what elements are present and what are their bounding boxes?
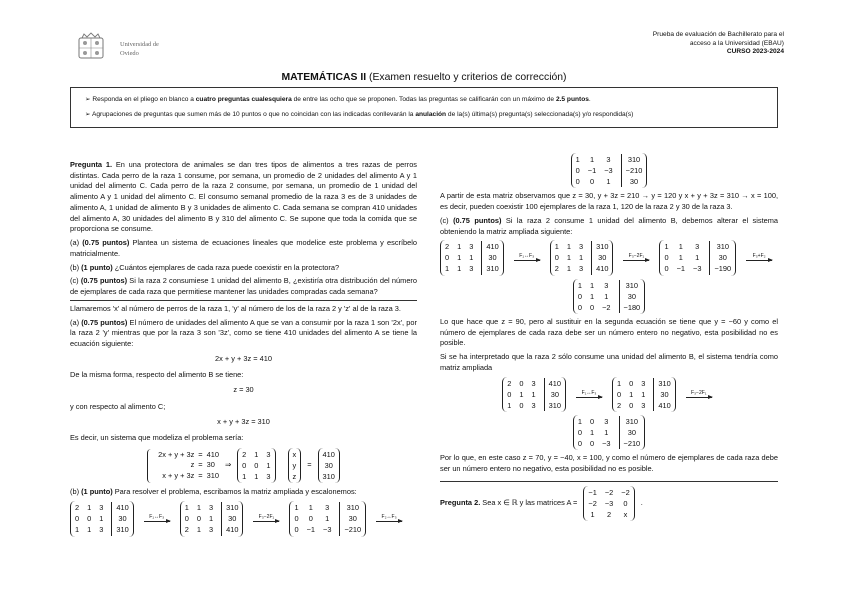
matrix-entry: 1 [566,264,571,274]
augmented-matrix [440,240,504,275]
exam-name-line2: acceso a la Universidad (EBAU) [689,39,784,47]
augmented-matrix [550,240,614,275]
row-operation-arrow: F₃−2F₁ [253,515,279,522]
row-operation-arrow: F₁↔F₃ [144,515,170,522]
coefficient-matrix [237,448,275,483]
matrix-entry: 0 [629,378,634,388]
matrix-entry: 0 [589,177,595,187]
matrix-entry: 30 [339,513,361,524]
matrix-entry: 1 [469,253,474,263]
left-column [70,160,417,540]
augmented-matrix [573,279,645,314]
matrix-entry: 30 [621,176,643,187]
matrix-entry: −1 [588,487,597,497]
matrix-entry: −2 [604,487,614,497]
university-logo [76,32,166,64]
matrix-entry: 310 [322,472,335,482]
matrix-entry: 0 [184,514,189,524]
text-food-b: De la misma forma, respecto del alimento B se tiene: [70,370,244,380]
matrix-entry: 3 [469,242,474,252]
matrix-entry: 410 [206,449,219,459]
matrix-entry: z [190,460,195,470]
matrix-entry: 0 [196,514,201,524]
matrix-entry: 1 [589,291,595,301]
matrix-entry: 1 [208,514,214,524]
matrix-entry: 30 [481,252,498,263]
matrix-entry: 0 [519,400,524,410]
matrix-entry: 310 [709,241,731,252]
matrix-entry: 0 [294,525,299,535]
matrix-entry: 3 [208,525,214,535]
system-brace [147,449,152,483]
matrix-entry: = [198,449,203,459]
matrix-entry: 1 [695,253,700,263]
matrix-entry: 1 [578,253,584,263]
matrix-entry: 1 [641,389,646,399]
matrix-entry: 1 [325,514,330,524]
equals-sign: = [307,460,312,470]
matrix-entry: 310 [206,471,219,481]
matrix-entry: 3 [606,155,611,164]
matrix-entry: 2 [554,264,559,274]
matrix-entry: = [198,471,203,481]
constants-vector [318,448,340,483]
matrix-entry: 2 [617,400,622,410]
matrix-entry: 3 [578,242,584,252]
matrix-entry: 0 [507,389,512,399]
matrix-entry: 1 [445,264,450,274]
matrix-entry: 30 [544,389,561,400]
matrix-entry: 1 [196,525,201,535]
matrix-entry: 0 [519,378,524,388]
matrix-entry: 30 [709,252,731,263]
echelon-matrix [571,153,648,188]
matrix-entry: 1 [266,461,271,471]
matrix-entry: 310 [621,154,643,165]
row-operation-arrow: F₃−2F₁ [623,254,649,261]
solution-a: (a) (0.75 puntos) El número de unidades del alimento A que se van a consumir por la raza 1 son '2x', por la raza 2 'y' mientras que por la raza 3 son '3z', como se tiene 410 unidades del alimento A se tiene la ecuación siguiente: [70,317,417,349]
matrix-entry: 1 [664,242,669,252]
instructions-box [70,87,778,128]
row-operation-arrow: F₃+F₂ [746,254,772,261]
matrix-entry: −2 [602,302,611,312]
matrix-entry: 1 [589,280,595,290]
equation-system [158,450,219,482]
row-operation-arrow: F₃−2F₁ [686,391,712,398]
matrix-entry: 0 [242,461,247,471]
matrix-entry: 0 [664,253,669,263]
matrix-entry: 0 [577,439,582,449]
augmented-matrix [659,240,736,275]
matrix-entry: 2 [184,525,189,535]
matrix-entry: −3 [323,525,332,535]
matrix-entry: 1 [604,428,609,438]
solution-b: (b) (1 punto) Para resolver el problema, escribamos la matriz ampliada y escalonemos: [70,487,357,497]
matrix-entry: 0 [294,514,299,524]
matrix-entry: 1 [577,416,582,426]
matrix-entry: −3 [693,264,702,274]
matrix-entry: 2 [242,450,247,460]
matrix-entry: 1 [575,155,580,164]
matrix-entry: 3 [266,472,271,482]
matrix-entry: 310 [619,280,641,291]
matrix-entry: 0 [87,514,92,524]
matrix-entry: 1 [87,503,92,513]
matrix-entry: −3 [604,166,613,176]
matrix-entry: −3 [602,439,611,449]
augmented-matrix [612,377,676,412]
matrix-entry: 3 [695,242,700,252]
matrix-entry: 410 [481,241,498,252]
matrix-entry: 0 [254,461,259,471]
equation-a: 2x + y + 3z = 410 [215,353,272,363]
exam-header [564,31,784,57]
matrix-entry: 30 [324,461,333,471]
matrix-entry: 1 [589,428,595,438]
matrix-entry: 30 [111,513,128,524]
matrix-entry: 1 [589,155,595,164]
matrix-entry: 410 [322,450,335,460]
row-reduction-b [70,501,417,536]
matrix-entry: 1 [87,525,92,535]
equation-b: z = 30 [233,385,254,395]
matrix-entry: 0 [75,514,80,524]
page-title: MATEMÁTICAS II (Examen resuelto y criterios de corrección) [281,72,567,83]
matrix-entry: 1 [531,389,536,399]
augmented-matrix [502,377,566,412]
matrix-entry: 1 [75,525,80,535]
matrix-entry: 0 [664,264,669,274]
matrix-entry: 1 [577,280,582,290]
augmented-matrix [573,415,645,450]
matrix-entry: 1 [457,264,462,274]
matrix-entry: 1 [554,242,559,252]
matrix-entry: 1 [617,378,622,388]
matrix-entry: = [198,460,203,470]
matrix-entry: 1 [294,503,299,513]
matrix-entry: 1 [184,503,189,513]
course-year: CURSO 2023-2024 [726,48,784,56]
matrix-entry: 410 [111,502,128,513]
matrix-entry: 3 [325,503,330,513]
question-1c: (c) (0.75 puntos) Si la raza 2 consumiese 1 unidad del alimento B, ¿existiría otra distribución del número de ejemplares de cada raza que permitiese mantener las unidades compradas cada semana? [70,276,417,297]
question-1-statement: Pregunta 1. En una protectora de animales se dan tres tipos de alimentos a tres razas de perros distintas. Cada perro de la raza 1 consume, por semana, un promedio de 2 unidades del alimento A y 1 unidad del alimento C. Cada perro de la raza 2 consume, por semana, un promedio de 1 unidad del alimento A y 1 unidad del alimento C. El consumo semanal promedio de la raza 3 es de 3 unidades de alimento A, 1 unidad de alimento B y 3 unidades de alimento C. Cada semana se compran 410 unidades del alimento A, 30 unidades del alimento B y 310 del alimento C. Se supone que toda la comida que se proporciona se consume. [70,160,418,234]
matrix-entry: 1 [99,514,104,524]
matrix-entry: 1 [590,509,595,519]
matrix-entry: 0 [575,177,580,187]
solution-b-result: A partir de esta matriz observamos que z = 30, y + 3z = 210 → y = 120 y x + y + 3z = 310 → x = 100, es decir, pueden coexistir 100 ejemplares de la raza 1, 120 de la raza 2 y 30 de la raza 3. [440,191,778,212]
matrix-entry: x + y + 3z [162,471,195,481]
row-reduction-c [440,240,778,275]
matrix-entry: 3 [641,400,646,410]
solution-c-result: Lo que hace que z = 90, pero al sustituir en la segunda ecuación se tiene que y = −60 y como el número de ejemplares de cada raza debe ser un número entero no negativo, esta posibilidad no es posible. [440,316,778,348]
matrix-entry: 0 [617,389,622,399]
matrix-entry: 30 [221,513,238,524]
matrix-entry: −180 [619,302,641,313]
matrix-entry: 410 [221,524,238,535]
matrix-entry: 310 [339,502,361,513]
matrix-entry: −210 [619,438,641,449]
matrix-entry: 30 [591,252,608,263]
matrix-entry: −1 [676,264,685,274]
question-2-statement: Pregunta 2. Sea x ∈ ℝ y las matrices A = −1 −2 −2 −2 −3 0 1 2 x . [440,486,778,521]
university-name: Universidad de Oviedo [120,41,159,57]
matrix-entry: 310 [544,400,561,411]
matrix-entry: 310 [111,524,128,535]
matrix-entry: z [292,472,297,482]
solution-intro: Llamaremos 'x' al número de perros de la raza 1, 'y' al número de los de la raza 2 y 'z' al de la raza 3. [70,303,401,313]
matrix-entry: 1 [308,503,313,513]
alternative-interpretation: Si se ha interpretado que la raza 2 sólo consume una unidad del alimento B, el sistema tendría como matriz ampliada [440,352,778,372]
text-system: Es decir, un sistema que modeliza el problema sería: [70,433,244,443]
matrix-entry: 0 [623,498,628,508]
matrix-entry: 410 [653,400,670,411]
solution-c: (c) (0.75 puntos) Si la raza 2 consume 1 unidad del alimento B, debemos alterar el sistema obteniendo la matriz ampliada siguiente: [440,215,778,236]
matrix-entry: 1 [507,400,512,410]
matrix-entry: 2 [606,509,612,519]
matrix-entry: 3 [604,416,609,426]
matrix-entry: 310 [619,416,641,427]
matrix-entry: 410 [591,263,608,274]
matrix-entry: −2 [621,487,630,497]
matrix-entry: 0 [575,166,580,176]
matrix-entry: 1 [678,253,683,263]
matrix-entry: 0 [589,416,595,426]
right-column [440,150,778,524]
matrix-entry: 1 [629,389,634,399]
matrix-entry: 3 [266,450,271,460]
matrix-entry: 310 [481,263,498,274]
system-and-matrix-form [70,448,417,483]
matrix-entry: 3 [531,400,536,410]
university-seal-icon [76,32,106,62]
matrix-entry: 3 [208,503,214,513]
matrix-entry: 2 [75,503,80,513]
implies-symbol: ⇒ [224,460,232,470]
matrix-entry: x [623,509,628,519]
matrix-entry: 310 [221,502,238,513]
matrix-entry: 0 [308,514,313,524]
matrix-entry: −1 [306,525,315,535]
matrix-entry: 30 [619,291,641,302]
matrix-entry: 1 [566,253,571,263]
matrix-entry: 30 [619,427,641,438]
matrix-entry: −190 [709,263,731,274]
matrix-entry: 410 [544,378,561,389]
divider [70,300,417,301]
row-reduction-alt [440,377,778,412]
matrix-entry: 3 [641,378,646,388]
matrix-entry: −210 [339,524,361,535]
row-operation-arrow: F₁↔F₃ [514,254,540,261]
matrix-entry: x [292,450,297,460]
matrix-entry: 1 [519,389,524,399]
matrix-entry: 1 [566,242,571,252]
augmented-matrix [70,501,134,536]
matrix-entry: 310 [653,378,670,389]
matrix-entry: −1 [587,166,597,176]
matrix-entry: 0 [577,291,582,301]
matrix-entry: 3 [99,503,104,513]
matrix-entry: 1 [457,253,462,263]
matrix-entry: 0 [589,439,595,449]
matrix-entry: 0 [589,302,595,312]
instruction-1: ➢ Responda en el pliego en blanco a cuatro preguntas cualesquiera de entre las ocho que se proponen. Todas las preguntas se calificarán con un máximo de 2.5 puntos. [85,96,591,103]
matrix-entry: 1 [242,472,247,482]
matrix-entry: 1 [604,291,609,301]
matrix-entry: 30 [653,389,670,400]
matrix-entry: 0 [577,302,582,312]
matrix-entry: 1 [457,242,462,252]
matrix-entry: 30 [206,460,215,470]
matrix-entry: 2 [507,378,512,388]
alternative-result: Por lo que, en este caso z = 70, y = −40, x = 100, y como el número de ejemplares de cada raza debe ser un número entero no negativo, esta posibilidad no es posible. [440,453,778,473]
text-food-c: y con respecto al alimento C; [70,401,166,411]
matrix-entry: 0 [629,400,634,410]
variables-vector [288,448,302,483]
matrix-entry: 310 [591,241,608,252]
matrix-entry: 3 [531,378,536,388]
equation-c: x + y + 3z = 310 [217,416,270,426]
matrix-entry: 3 [578,264,584,274]
matrix-entry: 2x + y + 3z [158,449,195,459]
exam-name-line1: Prueba de evaluación de Bachillerato para el [652,31,784,38]
matrix-entry: −210 [621,165,643,176]
matrix-entry: 2 [445,242,450,252]
matrix-entry: 1 [254,450,259,460]
row-operation-arrow: F₂↔F₃ [376,515,402,522]
question-1a: (a) (0.75 puntos) Plantea un sistema de ecuaciones lineales que modelice este problema y escríbelo matricialmente. [70,238,418,258]
matrix-entry: −2 [588,498,597,508]
matrix-entry: 1 [254,472,259,482]
instruction-2: ➢ Agrupaciones de preguntas que sumen más de 10 puntos o que no coincidan con las indicadas conllevarán la anulación de la(s) última(s) pregunta(s) seleccionada(s) y/o respondida(s) [85,110,634,118]
matrix-entry: 0 [577,428,582,438]
matrix-entry: 1 [196,503,201,513]
matrix-entry: 3 [99,525,104,535]
divider [440,481,778,482]
matrix-entry: 1 [678,242,683,252]
matrix-A [583,486,634,521]
question-1b: (b) (1 punto) ¿Cuántos ejemplares de cada raza puede coexistir en la protectora? [70,262,340,272]
augmented-matrix [180,501,244,536]
matrix-entry: 3 [604,280,609,290]
matrix-entry: 1 [606,177,611,187]
matrix-entry: −3 [604,498,614,508]
matrix-entry: 3 [469,264,474,274]
row-operation-arrow: F₁↔F₃ [576,391,602,398]
augmented-matrix [289,501,366,536]
matrix-entry: 0 [554,253,559,263]
matrix-entry: 0 [445,253,450,263]
matrix-entry: y [292,461,297,471]
